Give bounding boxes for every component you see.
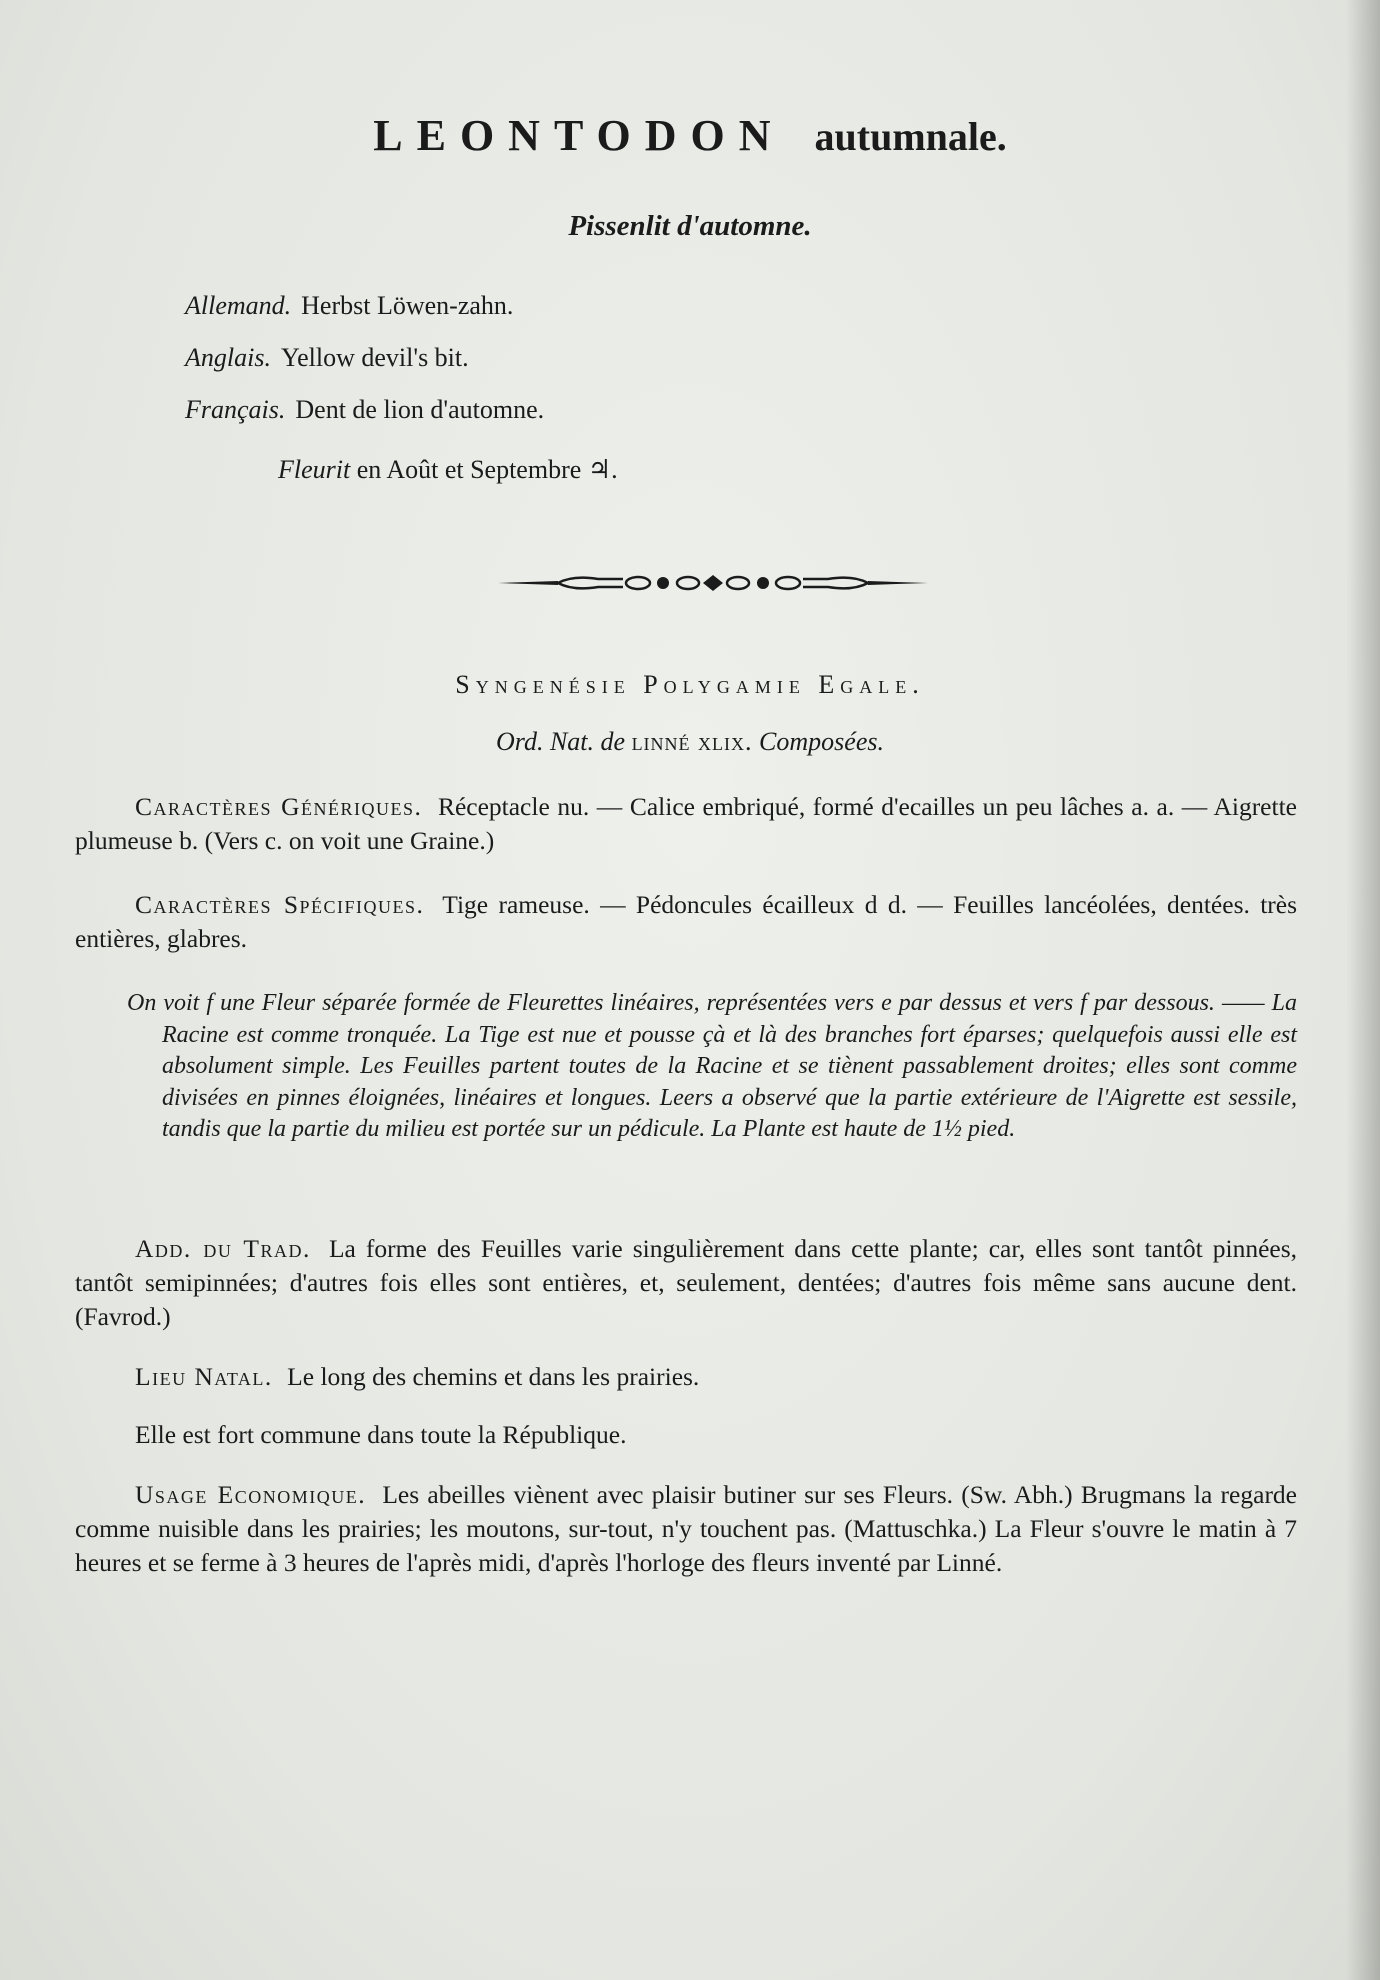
- generic-characters: [75, 790, 1297, 858]
- habitat-label: Lieu Natal.: [135, 1362, 273, 1391]
- description-text: On voit f une Fleur séparée formée de Fleurettes linéaires, représentées vers e par dessus et vers f par dessous. —— La Racine est comme tronquée. La Tige est nue et pousse çà et là des branches fort éparses; quelquefois aussi elle est absolument simple. Les Feuilles partent toutes de la Racine et se tiènent passablement droites; elles sont comme divisées en pinnes éloignées, linéaires et longues. Leers a observé que la partie extérieure de l'Aigrette est sessile, tandis que la partie du milieu est portée sur un pédicule. La Plante est haute de 1½ pied.: [127, 990, 1297, 1142]
- generic-label: Caractères Génériques.: [135, 792, 423, 821]
- vernacular-name: Yellow devil's bit.: [280, 343, 469, 372]
- species-name: autumnale.: [814, 114, 1007, 159]
- translator-label: Add. du Trad.: [135, 1234, 311, 1263]
- order-family: Composées.: [759, 727, 884, 756]
- frequency-note: [75, 1418, 1297, 1452]
- translator-addition: [75, 1232, 1297, 1334]
- vernacular-name: Herbst Löwen-zahn.: [301, 291, 514, 320]
- linnaean-class: Syngenésie Polygamie Egale.: [455, 670, 925, 699]
- page-title: [0, 110, 1380, 163]
- habitat-text: Le long des chemins et dans les prairies.: [287, 1362, 700, 1391]
- specific-text: Tige rameuse. — Pédoncules écailleux d d. — Feuilles lancéolées, dentées. très entières, glabres.: [75, 890, 1298, 953]
- vernacular-row: [185, 280, 544, 332]
- economic-use: [75, 1478, 1297, 1580]
- vernacular-names: [185, 280, 544, 436]
- genus-name: LEONTODON: [373, 111, 785, 160]
- plate-description: [127, 988, 1297, 1146]
- flowering-label: Fleurit: [278, 455, 351, 484]
- flowering-text: en Août et Septembre ♃.: [356, 455, 618, 484]
- flowering-time: [278, 455, 618, 485]
- vernacular-row: [185, 384, 544, 436]
- translator-text: La forme des Feuilles varie singulièrement dans cette plante; car, elles sont tantôt pinnées, tantôt semipinnées; d'autres fois elles sont entières, et, seulement, dentées; d'autres fois même sans aucune dent. (Favrod.): [75, 1234, 1298, 1331]
- specific-label: Caractères Spécifiques.: [135, 890, 425, 919]
- french-common-name: Pissenlit d'automne.: [568, 210, 812, 242]
- order-prefix: Ord. Nat. de: [496, 727, 626, 756]
- generic-text: Réceptacle nu. — Calice embriqué, formé d'ecailles un peu lâches a. a. — Aigrette plumeuse b. (Vers c. on voit une Graine.): [75, 792, 1297, 855]
- order-author: linné xlix.: [631, 727, 753, 756]
- frequency-text: Elle est fort commune dans toute la République.: [135, 1420, 627, 1449]
- language-label: Français.: [185, 395, 286, 424]
- specific-characters: [75, 888, 1297, 956]
- habitat: [75, 1360, 1297, 1394]
- page-gutter-shadow: [1346, 0, 1380, 1980]
- natural-order: [0, 727, 1380, 757]
- language-label: Allemand.: [185, 291, 292, 320]
- language-label: Anglais.: [185, 343, 271, 372]
- usage-text: Les abeilles viènent avec plaisir butiner sur ses Fleurs. (Sw. Abh.) Brugmans la regarde comme nuisible dans les prairies; les moutons, sur-tout, n'y touchent pas. (Mattuschka.) La Fleur s'ouvre le matin à 7 heures et se ferme à 3 heures de l'après midi, d'après l'horloge des fleurs inventé par Linné.: [75, 1480, 1297, 1577]
- usage-label: Usage Economique.: [135, 1480, 367, 1509]
- vernacular-row: [185, 332, 544, 384]
- ornament-divider: [498, 570, 928, 596]
- vernacular-name: Dent de lion d'automne.: [295, 395, 545, 424]
